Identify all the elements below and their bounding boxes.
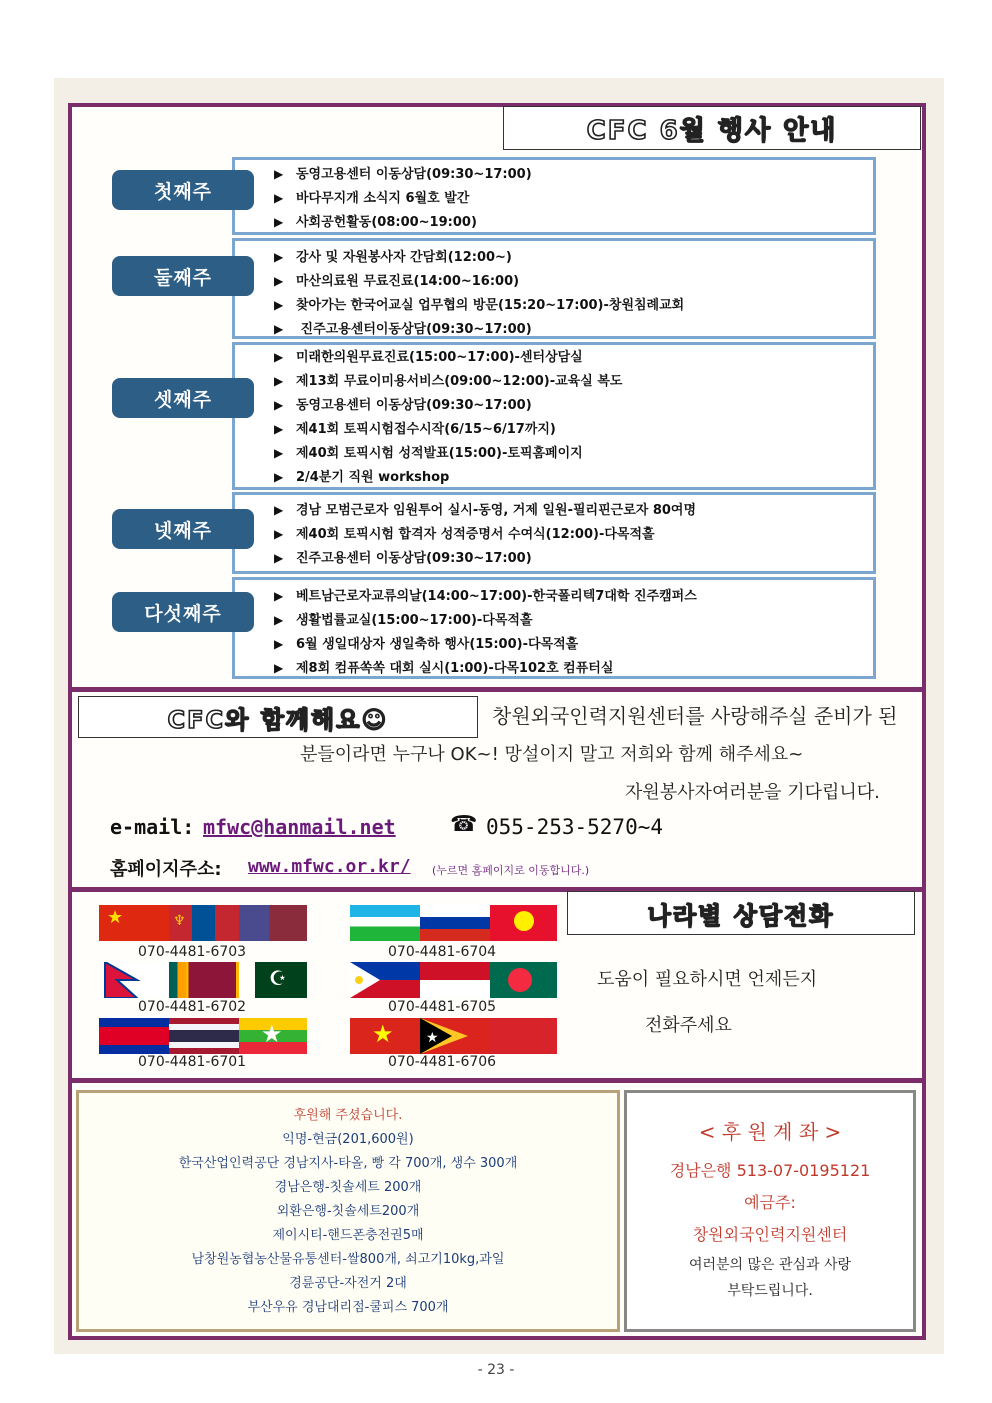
counsel-title: 나라별 상담전화 bbox=[567, 891, 915, 935]
flag-red-partial-icon bbox=[490, 1018, 557, 1054]
homepage-label: 홈페이지주소: bbox=[110, 859, 222, 880]
week-2-item: ▶ 강사 및 자원봉사자 간담회(12:00~) bbox=[274, 246, 512, 265]
week-5-item: ▶ 제8회 컴퓨쏙쏙 대회 실시(1:00)-다목102호 컴퓨터실 bbox=[274, 657, 613, 676]
center-phone: 055-253-5270~4 bbox=[486, 815, 664, 839]
flag-vietnam-icon: ★ bbox=[350, 1018, 420, 1054]
flag-pakistan-icon: ☪ bbox=[255, 962, 307, 998]
svg-text:★: ★ bbox=[426, 1030, 439, 1046]
account-thanks-2: 부탁드립니다. bbox=[727, 1283, 813, 1299]
email-label: e-mail: bbox=[110, 815, 195, 839]
phone-southeast-asia: 070-4481-6705 bbox=[388, 999, 497, 1015]
counsel-line-2: 전화주세요 bbox=[645, 1015, 732, 1036]
flag-indonesia-icon bbox=[420, 962, 490, 998]
events-title: CFC 6월 행사 안내 bbox=[503, 106, 921, 150]
homepage-note: (누르면 홈페이지로 이동합니다.) bbox=[432, 864, 590, 877]
together-line-2: 분들이라면 누구나 OK~! 망설이지 말고 저희와 함께 해주세요~ bbox=[300, 744, 804, 765]
week-label-1: 첫째주 bbox=[112, 170, 254, 210]
week-2-item: ▶ 진주고용센터이동상담(09:30~17:00) bbox=[274, 318, 532, 337]
week-label-5: 다섯째주 bbox=[112, 592, 254, 632]
sponsor-line: 제이시티-핸드폰충전권5매 bbox=[272, 1228, 424, 1243]
week-4-item: ▶ 진주고용센터 이동상담(09:30~17:00) bbox=[274, 547, 532, 566]
flag-sri-lanka-icon bbox=[169, 962, 239, 998]
week-3-item: ▶ 제13회 무료이미용서비스(09:00~12:00)-교육실 복도 bbox=[274, 370, 622, 389]
week-4-item: ▶ 경남 모범근로자 임원투어 실시-동영, 거제 일원-필리핀근로자 80여명 bbox=[274, 499, 696, 518]
week-3-item: ▶ 제41회 토픽시험접수시작(6/15~6/17까지) bbox=[274, 418, 556, 437]
flag-mongolia-icon: ♆ bbox=[169, 905, 239, 941]
flag-timor-leste-icon bbox=[420, 1018, 490, 1054]
together-line-3: 자원봉사자여러분을 기다립니다. bbox=[625, 782, 880, 803]
week-3-item: ▶ 2/4분기 직원 workshop bbox=[274, 466, 449, 485]
week-2-item: ▶ 찾아가는 한국어교실 업무협의 방문(15:20~17:00)-창원침례교회 bbox=[274, 294, 684, 313]
flag-korea-partial-icon bbox=[239, 905, 307, 941]
account-holder: 창원외국인력지원센터 bbox=[692, 1225, 848, 1244]
counsel-line-1: 도움이 필요하시면 언제든지 bbox=[597, 969, 818, 990]
flag-philippines-icon bbox=[350, 962, 420, 998]
flag-nepal-icon bbox=[99, 962, 169, 998]
week-5-item: ▶ 베트남근로자교류의날(14:00~17:00)-한국폴리텍7대학 진주캠퍼스 bbox=[274, 585, 697, 604]
week-3-item: ▶ 동영고용센터 이동상담(09:30~17:00) bbox=[274, 394, 532, 413]
phone-central-asia: 070-4481-6704 bbox=[388, 944, 497, 960]
sponsor-line: 경남은행-칫솔세트 200개 bbox=[274, 1180, 422, 1195]
sponsor-heading: 후원해 주셨습니다. bbox=[293, 1108, 403, 1123]
flag-thailand-icon bbox=[169, 1018, 239, 1054]
week-label-4: 넷째주 bbox=[112, 509, 254, 549]
week-5-item: ▶ 6월 생일대상자 생일축하 행사(15:00)-다목적홀 bbox=[274, 633, 578, 652]
together-title: CFC와 함께해요☺ bbox=[78, 696, 478, 738]
sponsor-line: 부산우유 경남대리점-쿨피스 700개 bbox=[247, 1300, 449, 1315]
flag-kyrgyzstan-icon bbox=[490, 905, 557, 941]
email-link[interactable]: mfwc@hanmail.net bbox=[203, 815, 396, 839]
homepage-link[interactable]: www.mfwc.or.kr/ bbox=[248, 856, 411, 877]
phone-icon: ☎ bbox=[450, 812, 478, 837]
sponsor-line: 외환은행-칫솔세트200개 bbox=[276, 1204, 420, 1219]
account-holder-label: 예금주: bbox=[744, 1193, 796, 1212]
week-4-item: ▶ 제40회 토픽시험 합격자 성적증명서 수여식(12:00)-다목적홀 bbox=[274, 523, 655, 542]
week-1-item: ▶ 동영고용센터 이동상담(09:30~17:00) bbox=[274, 163, 532, 182]
flag-uzbekistan-icon bbox=[350, 905, 420, 941]
week-label-2: 둘째주 bbox=[112, 256, 254, 296]
phone-indochina: 070-4481-6701 bbox=[138, 1054, 247, 1070]
week-3-item: ▶ 제40회 토픽시험 성적발표(15:00)-토픽홈페이지 bbox=[274, 442, 583, 461]
week-3-item: ▶ 미래한의원무료진료(15:00~17:00)-센터상담실 bbox=[274, 346, 583, 365]
account-thanks-1: 여러분의 많은 관심과 사랑 bbox=[688, 1257, 852, 1273]
phone-china-mongolia: 070-4481-6703 bbox=[138, 944, 247, 960]
page-number: - 23 - bbox=[477, 1362, 515, 1378]
account-title: < 후 원 계 좌 > bbox=[698, 1120, 842, 1144]
week-2-item: ▶ 마산의료원 무료진료(14:00~16:00) bbox=[274, 270, 519, 289]
sponsor-line: 경륜공단-자전거 2대 bbox=[289, 1276, 407, 1291]
sponsor-line: 익명-현금(201,600원) bbox=[282, 1132, 414, 1147]
account-bank-number: 경남은행 513-07-0195121 bbox=[669, 1161, 871, 1180]
flag-russia-icon bbox=[420, 905, 490, 941]
week-1-item: ▶ 사회공헌활동(08:00~19:00) bbox=[274, 211, 477, 230]
week-label-3: 셋째주 bbox=[112, 378, 254, 418]
flag-cambodia-icon bbox=[99, 1018, 169, 1054]
flag-bangladesh-icon bbox=[490, 962, 557, 998]
together-line-1: 창원외국인력지원센터를 사랑해주실 준비가 된 bbox=[492, 704, 898, 728]
week-5-item: ▶ 생활법률교실(15:00~17:00)-다목적홀 bbox=[274, 609, 533, 628]
sponsor-line: 한국산업인력공단 경남지사-타올, 빵 각 700개, 생수 300개 bbox=[178, 1156, 518, 1171]
sponsor-line: 남창원농협농산물유통센터-쌀800개, 쇠고기10kg,과일 bbox=[191, 1252, 505, 1267]
phone-vietnam-timor: 070-4481-6706 bbox=[388, 1054, 497, 1070]
flag-myanmar-icon: ★ bbox=[239, 1018, 307, 1054]
flag-china-icon: ★ bbox=[99, 905, 169, 941]
phone-south-asia: 070-4481-6702 bbox=[138, 999, 247, 1015]
week-1-item: ▶ 바다무지개 소식지 6월호 발간 bbox=[274, 187, 469, 206]
